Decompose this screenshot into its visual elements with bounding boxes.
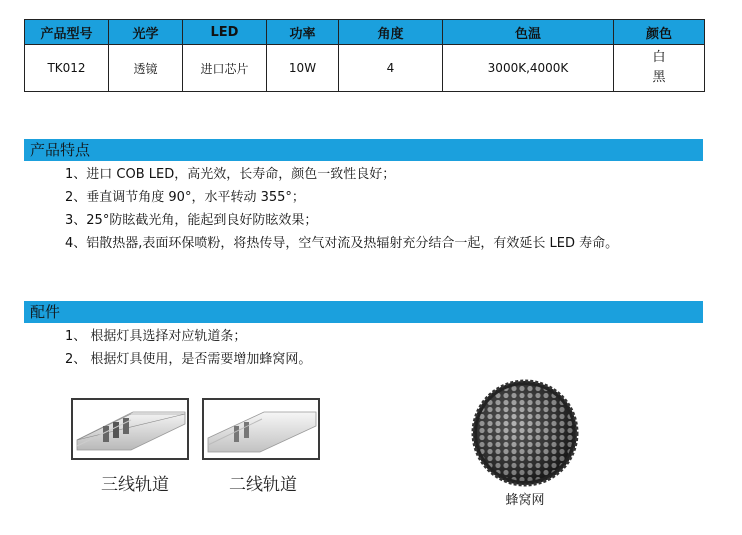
accessories-heading: 配件 <box>24 301 703 323</box>
honeycomb-label: 蜂窝网 <box>505 493 545 508</box>
header-model: 产品型号 <box>25 20 109 45</box>
header-angle: 角度 <box>339 20 443 45</box>
three-wire-rail-image <box>71 398 189 460</box>
color-white: 白 <box>652 50 666 65</box>
cell-led: 进口芯片 <box>183 45 267 92</box>
color-black: 黑 <box>652 70 666 85</box>
cell-angle: 4 <box>339 45 443 92</box>
features-heading: 产品特点 <box>24 139 703 161</box>
list-item: 2、垂直调节角度 90°，水平转动 355°； <box>65 190 305 205</box>
table-row <box>25 45 705 92</box>
header-color: 颜色 <box>614 20 705 45</box>
list-item: 1、进口 COB LED，高光效，长寿命，颜色一致性良好； <box>65 167 396 182</box>
cell-cct: 3000K,4000K <box>443 45 614 92</box>
three-wire-rail-label: 三线轨道 <box>101 475 169 495</box>
header-power: 功率 <box>267 20 339 45</box>
spec-table <box>24 19 705 92</box>
list-item: 1、 根据灯具选择对应轨道条； <box>65 329 247 344</box>
cell-optics: 透镜 <box>109 45 183 92</box>
two-wire-rail-image <box>202 398 320 460</box>
header-cct: 色温 <box>443 20 614 45</box>
features-list <box>65 163 695 255</box>
cell-power: 10W <box>267 45 339 92</box>
honeycomb-image <box>470 378 580 488</box>
list-item: 4、铝散热器,表面环保喷粉，将热传导，空气对流及热辐射充分结合一起，有效延长 LED 寿命。 <box>65 236 619 251</box>
list-item: 3、25°防眩截光角，能起到良好防眩效果； <box>65 213 318 228</box>
cell-model: TK012 <box>25 45 109 92</box>
accessories-list <box>65 325 695 371</box>
header-optics: 光学 <box>109 20 183 45</box>
header-led: LED <box>183 20 267 45</box>
list-item: 2、 根据灯具使用，是否需要增加蜂窝网。 <box>65 352 312 367</box>
spec-table-header-row <box>25 20 705 45</box>
cell-colors <box>614 45 705 92</box>
two-wire-rail-label: 二线轨道 <box>229 475 297 495</box>
